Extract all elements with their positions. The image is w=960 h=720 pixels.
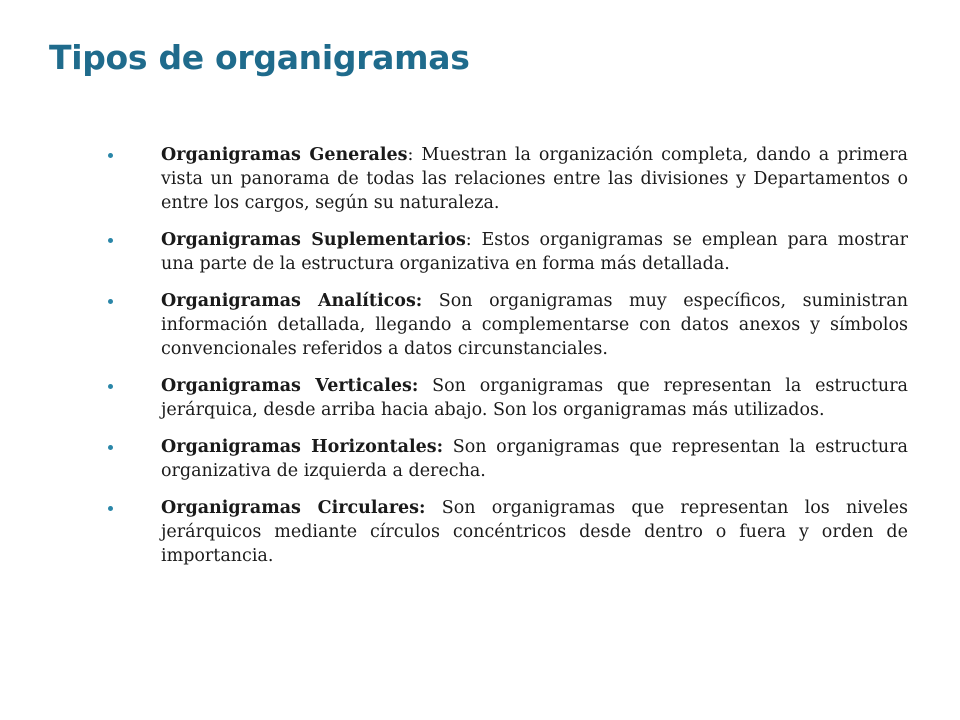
bullet-item-suplementarios xyxy=(108,228,908,276)
bullet-text: : Muestran la organización completa, dando a primera vista un panorama de todas las relaciones entre las divisiones y Departamentos o entre los cargos, según su naturaleza. xyxy=(161,145,908,213)
bullet-item-analiticos xyxy=(108,289,908,361)
bullet-term: Organigramas Analíticos: xyxy=(161,291,423,311)
bullet-list xyxy=(108,143,908,581)
bullet-dot-icon xyxy=(108,153,113,158)
bullet-dot-icon xyxy=(108,384,113,389)
bullet-dot-icon xyxy=(108,238,113,243)
bullet-text: : Estos organigramas se emplean para mostrar una parte de la estructura organizativa en forma más detallada. xyxy=(161,230,908,274)
bullet-item-verticales xyxy=(108,374,908,422)
bullet-term: Organigramas Circulares: xyxy=(161,498,426,518)
bullet-text: Son organigramas muy específicos, suministran información detallada, llegando a complementarse con datos anexos y símbolos convencionales referidos a datos circunstanciales. xyxy=(161,291,908,359)
slide-title: Tipos de organigramas xyxy=(49,38,470,77)
bullet-item-circulares xyxy=(108,496,908,568)
bullet-text: Son organigramas que representan los niveles jerárquicos mediante círculos concéntricos desde dentro o fuera y orden de importancia. xyxy=(161,498,908,566)
bullet-dot-icon xyxy=(108,299,113,304)
bullet-term: Organigramas Suplementarios xyxy=(161,230,466,250)
bullet-dot-icon xyxy=(108,445,113,450)
bullet-item-generales xyxy=(108,143,908,215)
bullet-term: Organigramas Generales xyxy=(161,145,408,165)
bullet-term: Organigramas Verticales: xyxy=(161,376,419,396)
bullet-term: Organigramas Horizontales: xyxy=(161,437,444,457)
bullet-dot-icon xyxy=(108,506,113,511)
bullet-text: Son organigramas que representan la estructura organizativa de izquierda a derecha. xyxy=(161,437,908,481)
bullet-text: Son organigramas que representan la estructura jerárquica, desde arriba hacia abajo. Son los organigramas más utilizados. xyxy=(161,376,908,420)
bullet-item-horizontales xyxy=(108,435,908,483)
